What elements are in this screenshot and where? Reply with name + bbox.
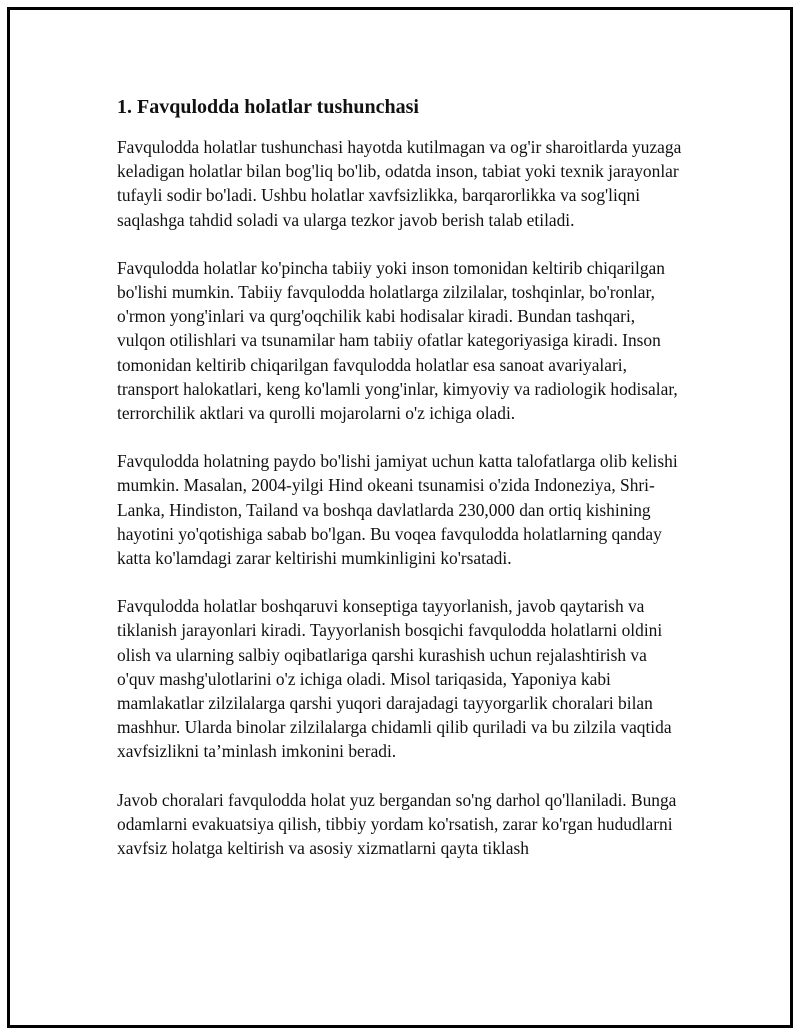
paragraph-definition: Favqulodda holatlar tushunchasi hayotda kutilmagan va og'ir sharoitlarda yuzaga keladigan holatlar bilan bog'liq bo'lib, odatda inson, tabiat yoki texnik jarayonlar tufayli sodir bo'ladi. Ushbu holatlar xavfsizlikka, barqarorlikka va sog'liqni saqlashga tahdid soladi va ularga tezkor javob berish talab etiladi. <box>117 137 682 230</box>
paragraph-response: Javob choralari favqulodda holat yuz bergandan so'ng darhol qo'llaniladi. Bunga odamlarni evakuatsiya qilish, tibbiy yordam ko'rsatish, zarar ko'rgan hududlarni xavfsiz holatga keltirish va asosiy xizmatlarni qayta tiklash <box>117 789 677 859</box>
section-heading: 1. Favqulodda holatlar tushunchasi <box>117 96 419 118</box>
paragraph-management: Favqulodda holatlar boshqaruvi konseptiga tayyorlanish, javob qaytarish va tiklanish jarayonlari kiradi. Tayyorlanish bosqichi favqulodda holatlarni oldini olish va ularning salbiy oqibatlariga qarshi kurashish uchun rejalashtirish va o'quv mashg'ulotlarini o'z ichiga oladi. Misol tariqasida, Yaponiya kabi mamlakatlar zilzilalarga qarshi yuqori darajadagi tayyorgarlik choralari bilan mashhur. Ularda binolar zilzilalarga chidamli qilib quriladi va bu zilzila vaqtida xavfsizlikni ta’minlash imkonini beradi. <box>117 596 672 762</box>
document-body <box>117 95 685 884</box>
paragraph-impact: Favqulodda holatning paydo bo'lishi jamiyat uchun katta talofatlarga olib kelishi mumkin. Masalan, 2004-yilgi Hind okeani tsunamisi o'zida Indoneziya, Shri-Lanka, Hindiston, Tailand va boshqa davlatlarda 230,000 dan ortiq kishining hayotini yo'qotishiga sabab bo'lgan. Bu voqea favqulodda holatlarning qanday katta ko'lamdagi zarar keltirishi mumkinligini ko'rsatadi. <box>117 451 678 569</box>
paragraph-types: Favqulodda holatlar ko'pincha tabiiy yoki inson tomonidan keltirib chiqarilgan bo'lishi mumkin. Tabiiy favqulodda holatlarga zilzilalar, toshqinlar, bo'ronlar, o'rmon yong'inlari va qurg'oqchilik kabi hodisalar kiradi. Bundan tashqari, vulqon otilishlari va tsunamilar ham tabiiy ofatlar kategoriyasiga kiradi. Inson tomonidan keltirib chiqarilgan favqulodda holatlar esa sanoat avariyalari, transport halokatlari, keng ko'lamli yong'inlar, kimyoviy va radiologik hodisalar, terrorchilik aktlari va qurolli mojarolarni o'z ichiga oladi. <box>117 257 678 424</box>
